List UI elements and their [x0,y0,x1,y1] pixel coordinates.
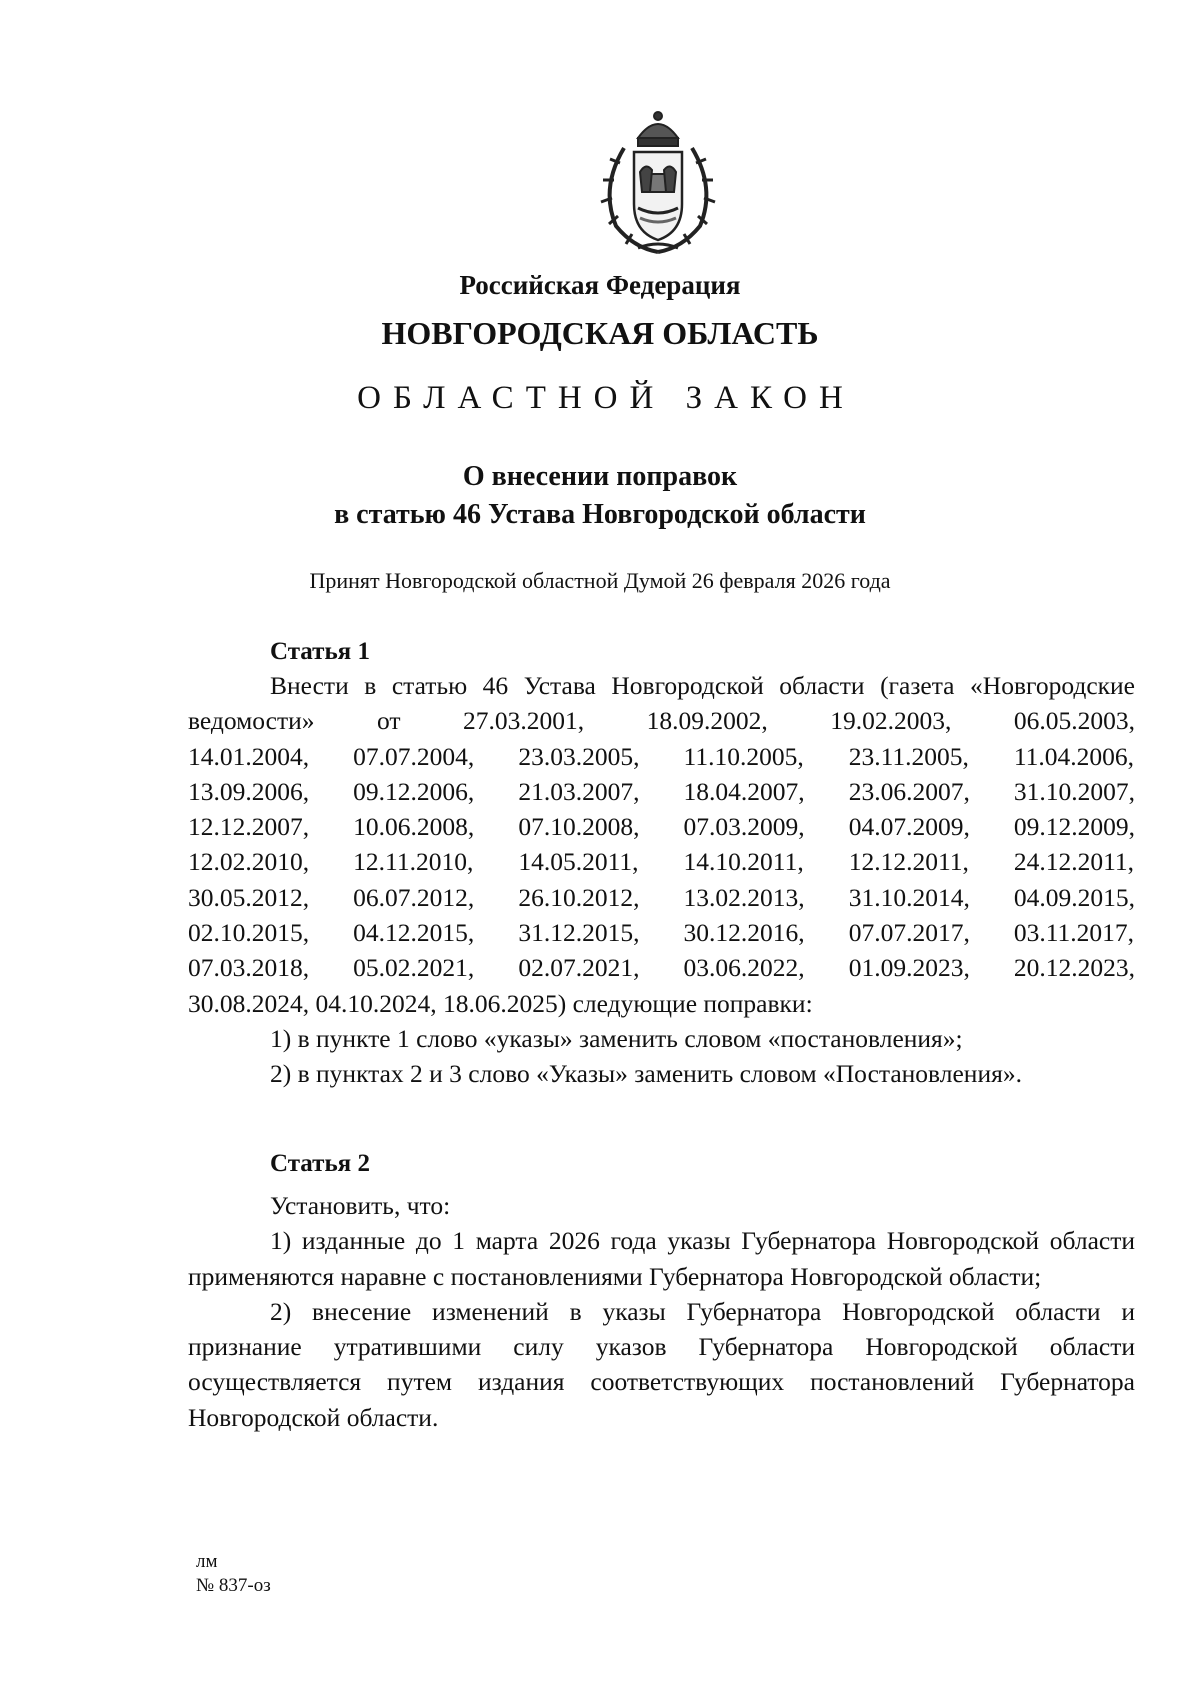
amendment-date: 02.10.2015, [188,918,310,948]
adoption-note: Принят Новгородской областной Думой 26 февраля 2026 года [309,568,891,593]
amendment-date: 30.05.2012, [188,882,310,912]
amendment-date: 14.01.2004, [188,741,310,771]
document-footer [196,1550,271,1598]
amendment-date: 04.09.2015, [1013,882,1135,912]
document-type: ОБЛАСТНОЙ ЗАКОН [357,380,855,416]
amendment-date: 03.06.2022, [683,953,805,983]
amendment-date: 09.12.2009, [1013,812,1135,842]
amendment-date: 03.11.2017, [1013,918,1135,948]
amendment-date: 18.04.2007, [683,776,805,806]
article-2-body [188,1188,1135,1435]
amendment-date: 23.06.2007, [848,776,970,806]
country-name: Российская Федерация [459,270,741,300]
amendment-date: 05.02.2021, [353,953,475,983]
amendment-date: 12.11.2010, [353,847,474,877]
amendment-date: 10.06.2008, [353,812,475,842]
amendment-date: 07.07.2004, [353,741,475,771]
amendment-date: 04.12.2015, [353,918,475,948]
amendment-date: 31.12.2015, [518,918,640,948]
article-1-body [188,668,1135,1092]
amendment-date: 23.11.2005, [848,741,969,771]
amendment-date: 20.12.2023, [1013,953,1135,983]
article-2-intro: Установить, что: [270,1191,451,1220]
amendment-date: 07.03.2009, [683,812,805,842]
footer-initials: лм [196,1551,218,1572]
amendment-date: 14.05.2011, [518,847,639,877]
amendment-date: 07.10.2008, [518,812,640,842]
amendment-date: 26.10.2012, [518,882,640,912]
coat-of-arms-emblem [594,108,722,258]
amendment-date: 14.10.2011, [683,847,804,877]
amendment-date: 12.02.2010, [188,847,310,877]
article-2-item-2: 2) внесение изменений в указы Губернатора Новгородской области и признание утратившими силу указов Губернатора Новгородской области осуществляется путем издания соответствующих постановлений Губернатора Новгородской области. [188,1296,1135,1432]
title-line-2: в статью 46 Устава Новгородской области [334,499,866,530]
law-number: № 837-оз [196,1575,271,1596]
amendment-date: 31.10.2007, [1013,776,1135,806]
amendment-dates-grid [188,739,1135,986]
article-1-intro: Внести в статью 46 Устава Новгородской области (газета «Новгородские ведомости» от 27.03.2001, 18.09.2002, 19.02.2003, 06.05.2003, [188,671,1135,736]
amendment-date: 07.03.2018, [188,953,310,983]
title-line-1: О внесении поправок [462,461,738,492]
amendment-date: 06.07.2012, [353,882,475,912]
amendment-date: 31.10.2014, [848,882,970,912]
article-2-item-1: 1) изданные до 1 марта 2026 года указы Губернатора Новгородской области применяются наравне с постановлениями Губернатора Новгородской области; [188,1226,1135,1291]
amendment-date: 30.12.2016, [683,918,805,948]
amendment-date: 09.12.2006, [353,776,475,806]
amendment-date: 11.10.2005, [683,741,804,771]
article-1-item-2: 2) в пунктах 2 и 3 слово «Указы» заменить словом «Постановления». [270,1059,1022,1089]
amendment-date: 11.04.2006, [1013,741,1135,771]
region-name: НОВГОРОДСКАЯ ОБЛАСТЬ [381,315,819,351]
amendment-date: 13.02.2013, [683,882,805,912]
amendment-date: 07.07.2017, [848,918,970,948]
amendment-date: 13.09.2006, [188,776,310,806]
document-title [0,458,1200,534]
amendment-date: 23.03.2005, [518,741,640,771]
amendment-date: 21.03.2007, [518,776,640,806]
amendment-date: 24.12.2011, [1013,847,1135,877]
article-2-heading: Статья 2 [270,1150,370,1177]
amendment-date: 12.12.2007, [188,812,310,842]
article-1-item-1: 1) в пункте 1 слово «указы» заменить словом «постановления»; [270,1023,963,1053]
article-1-tail: 30.08.2024, 04.10.2024, 18.06.2025) следующие поправки: [188,988,813,1018]
amendment-date: 12.12.2011, [848,847,969,877]
amendment-date: 02.07.2021, [518,953,640,983]
article-1-heading: Статья 1 [270,638,370,665]
amendment-date: 01.09.2023, [848,953,970,983]
amendment-date: 04.07.2009, [848,812,970,842]
